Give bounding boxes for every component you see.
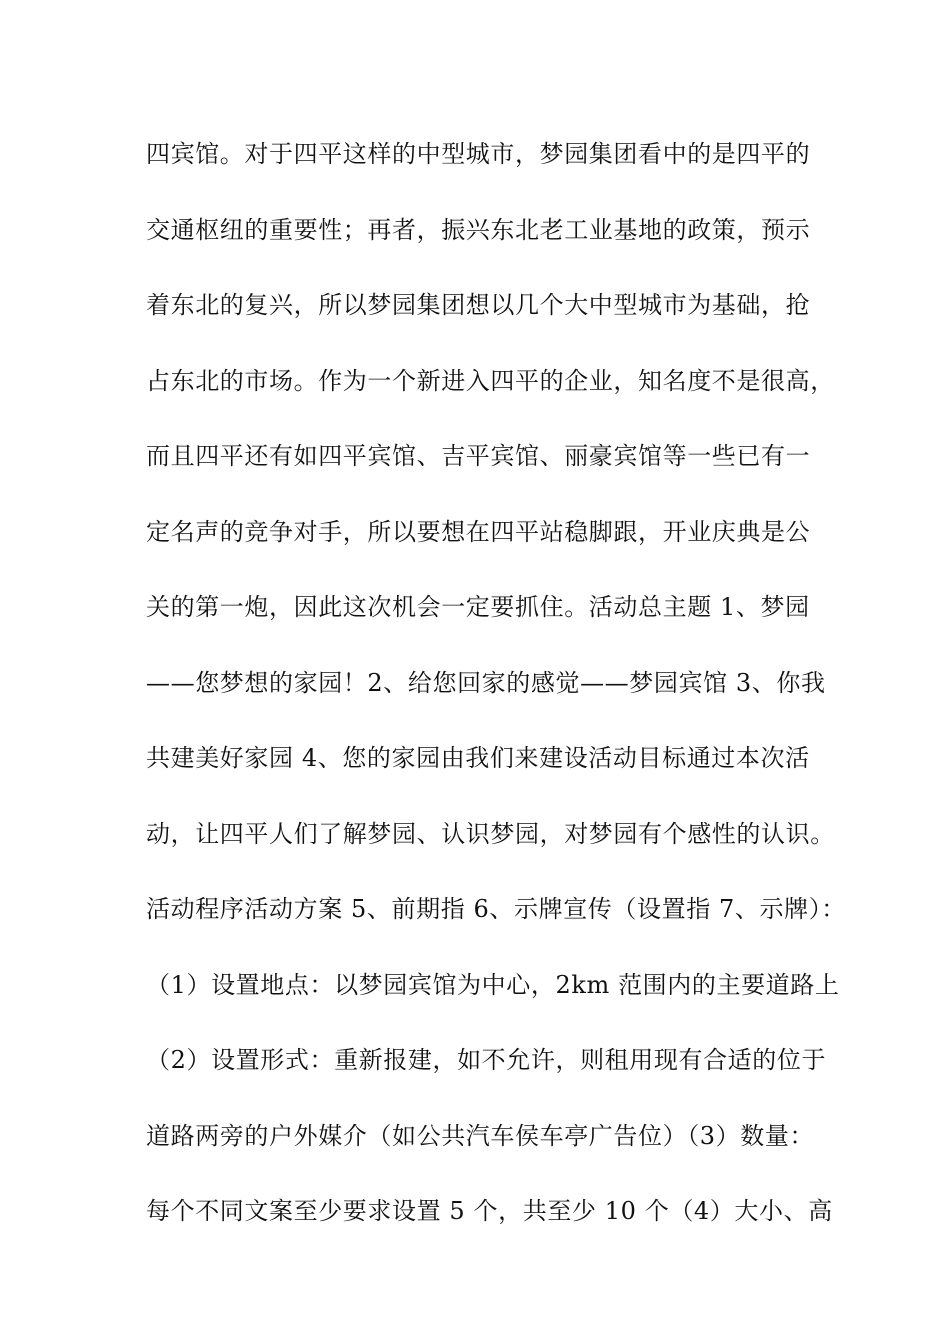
text-line: 交通枢纽的重要性；再者，振兴东北老工业基地的政策，预示 xyxy=(146,215,811,244)
text-line: 占东北的市场。作为一个新进入四平的企业，知名度不是很高， xyxy=(146,366,835,395)
text-line: 而且四平还有如四平宾馆、吉平宾馆、丽豪宾馆等一些已有一 xyxy=(146,442,811,470)
text-line: ——您梦想的家园！2、给您回家的感觉——梦园宾馆 3、你我 xyxy=(146,668,826,697)
text-line: （2）设置形式：重新报建，如不允许，则租用现有合适的位于 xyxy=(146,1046,827,1074)
text-line: 共建美好家园 4、您的家园由我们来建设活动目标通过本次活 xyxy=(146,744,810,772)
text-line: 定名声的竞争对手，所以要想在四平站稳脚跟，开业庆典是公 xyxy=(146,517,811,546)
text-line: 关的第一炮，因此这次机会一定要抓住。活动总主题 1、梦园 xyxy=(146,593,810,621)
text-line: 着东北的复兴，所以梦园集团想以几个大中型城市为基础，抢 xyxy=(146,291,811,319)
text-line: 活动程序活动方案 5、前期指 6、示牌宣传（设置指 7、示牌）： xyxy=(146,895,846,923)
text-line: 道路两旁的户外媒介（如公共汽车侯车亭广告位）（3）数量： xyxy=(146,1121,815,1150)
text-line: 每个不同文案至少要求设置 5 个，共至少 10 个（4）大小、高 xyxy=(146,1197,833,1225)
text-line: 动，让四平人们了解梦园、认识梦园，对梦园有个感性的认识。 xyxy=(146,819,835,848)
text-line: （1）设置地点：以梦园宾馆为中心，2km 范围内的主要道路上 xyxy=(146,970,840,999)
text-line: 四宾馆。对于四平这样的中型城市，梦园集团看中的是四平的 xyxy=(146,140,811,168)
body-text xyxy=(146,134,846,1267)
